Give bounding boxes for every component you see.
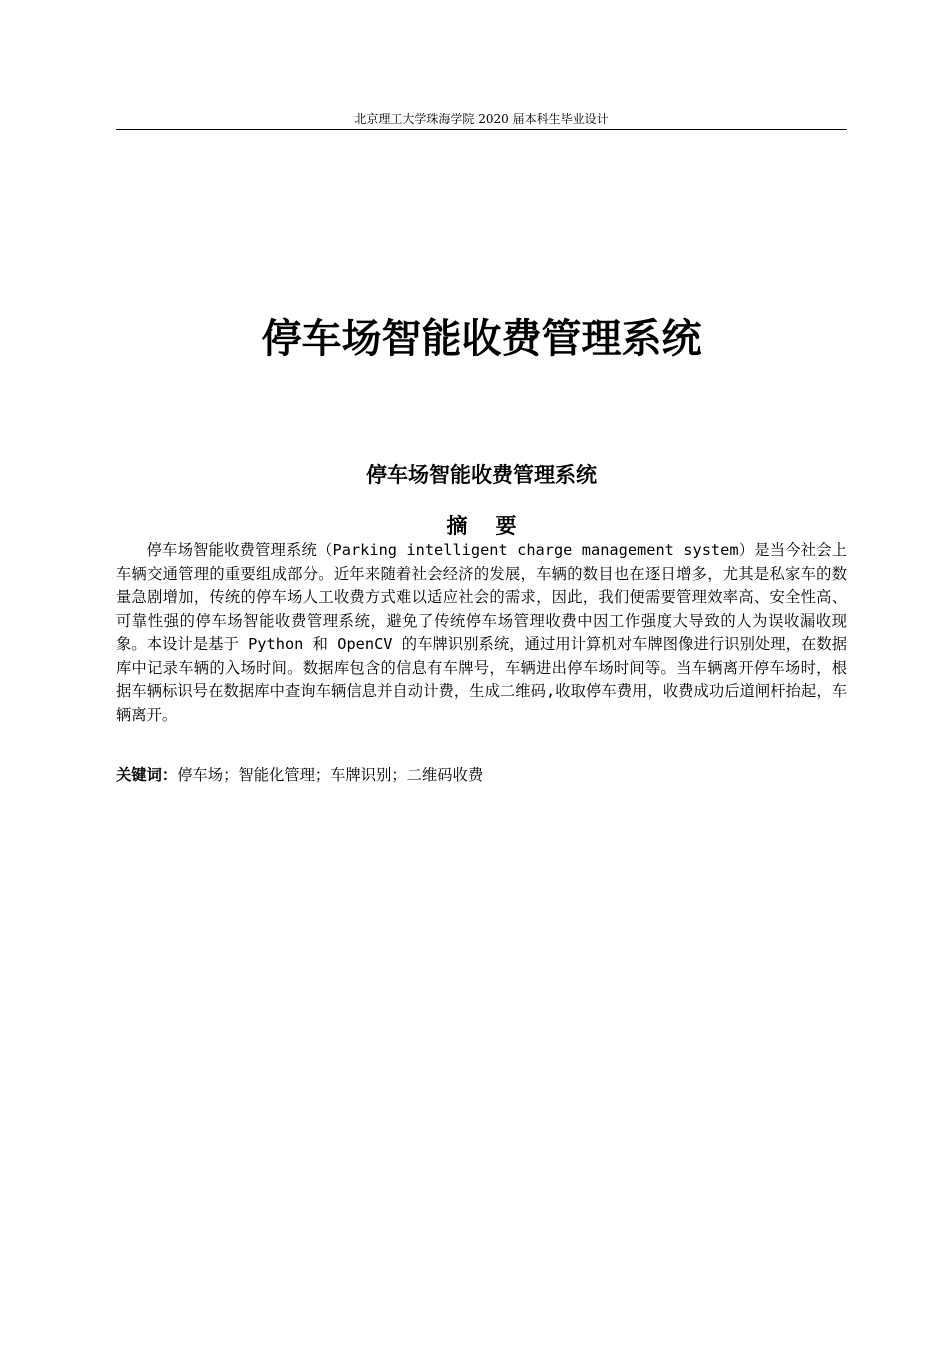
main-title: 停车场智能收费管理系统: [261, 316, 702, 362]
keywords: [116, 764, 847, 788]
header-rule: [116, 129, 847, 130]
abstract-body: 停车场智能收费管理系统（Parking intelligent charge management system）是当今社会上车辆交通管理的重要组成部分。近年来随着社会经济的发展，车辆的数目也在逐日增多，尤其是私家车的数量急剧增加，传统的停车场人工收费方式难以适应社会的需求，因此，我们便需要管理效率高、安全性高、可靠性强的停车场智能收费管理系统，避免了传统停车场管理收费中因工作强度大导致的人为误收漏收现象。本设计是基于 Python 和 OpenCV 的车牌识别系统，通过用计算机对车牌图像进行识别处理，在数据库中记录车辆的入场时间。数据库包含的信息有车牌号，车辆进出停车场时间等。当车辆离开停车场时，根据车辆标识号在数据库中查询车辆信息并自动计费，生成二维码,收取停车费用，收费成功后道闸杆抬起，车辆离开。: [116, 541, 847, 724]
sub-title: 停车场智能收费管理系统: [366, 463, 597, 487]
running-header: 北京理工大学珠海学院 2020 届本科生毕业设计: [354, 112, 609, 126]
keywords-text: 停车场；智能化管理；车牌识别；二维码收费: [177, 766, 484, 784]
keywords-label: 关键词：: [116, 766, 178, 784]
abstract-heading: 摘要: [446, 514, 545, 538]
